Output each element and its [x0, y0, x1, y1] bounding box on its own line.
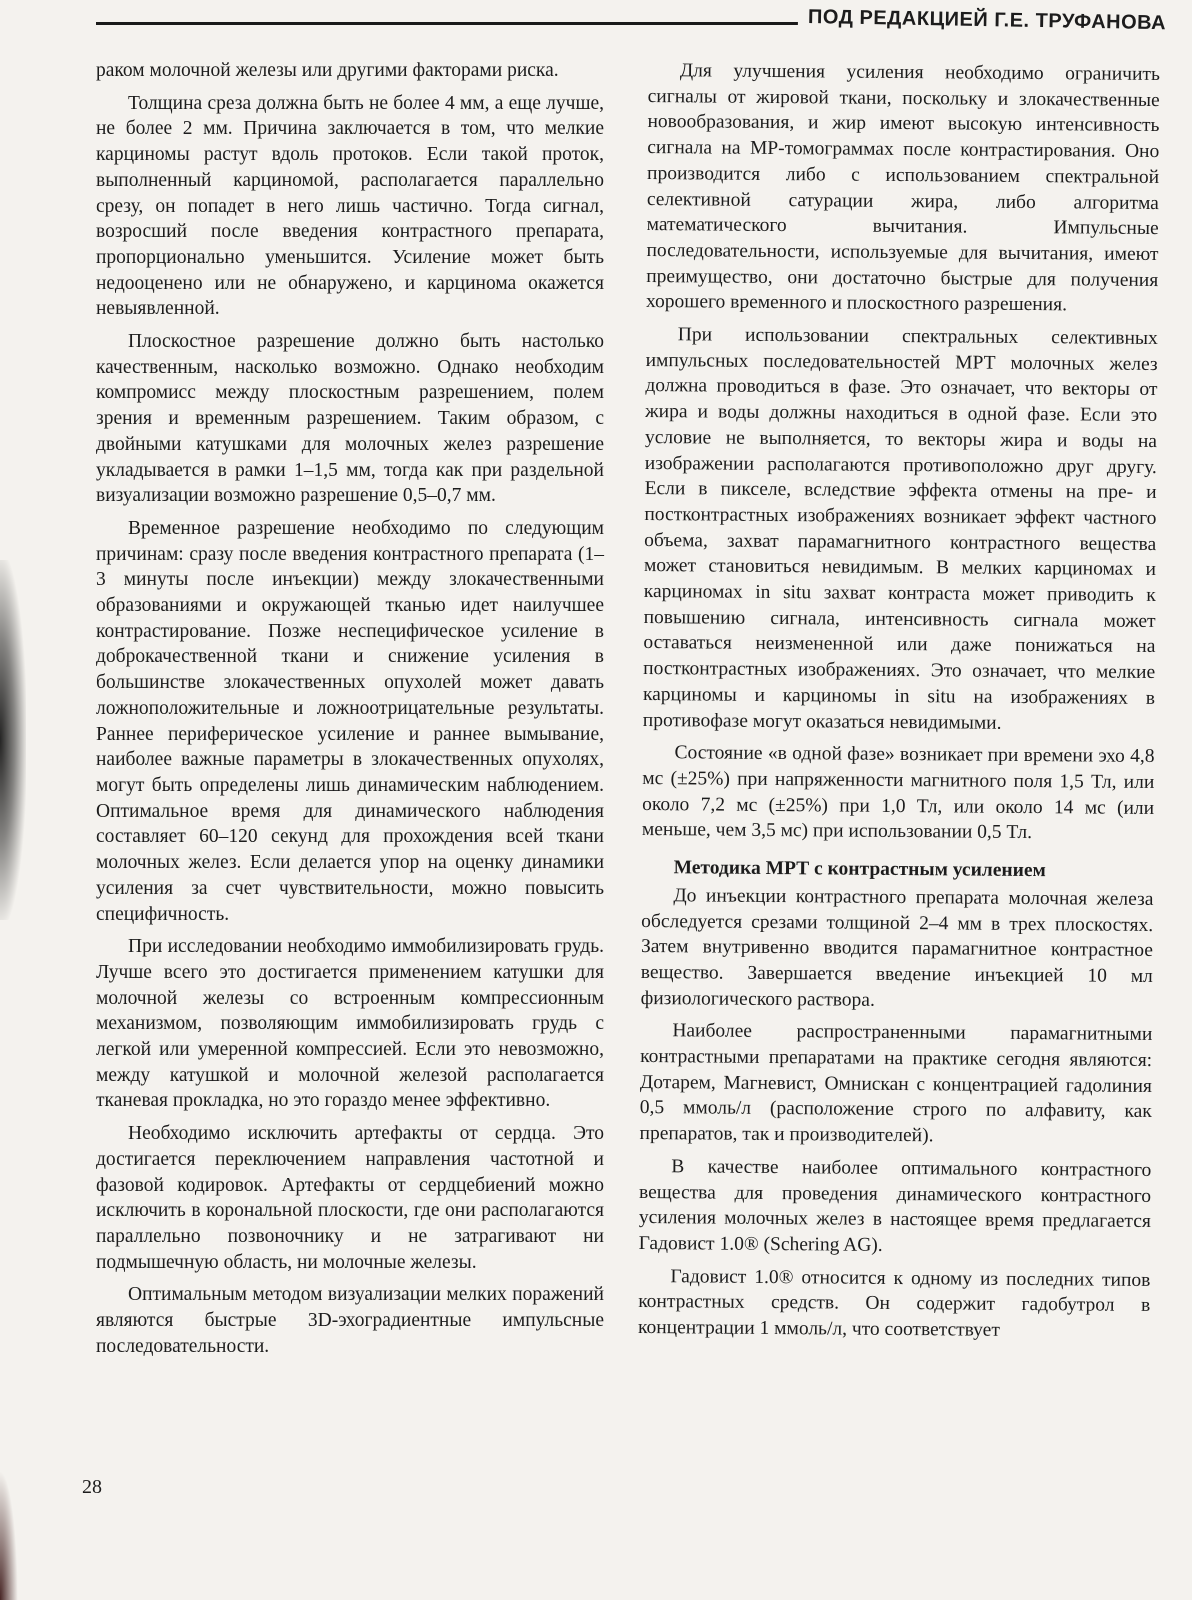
left-column — [96, 58, 604, 1366]
paragraph: Оптимальным методом визуализации мелких поражений являются быстрые 3D-эхоградиентные импульсные последовательности. — [96, 1284, 604, 1357]
paragraph: До инъекции контрастного препарата молочная железа обследуется срезами толщиной 2–4 мм в трех плоскостях. Затем внутривенно вводится парамагнитное контрастное вещество. Завершается введение инъекцией 10 мл физиологического раствора. — [640, 885, 1154, 1011]
binding-shadow — [0, 560, 26, 920]
paragraph: Толщина среза должна быть не более 4 мм, а еще лучше, не более 2 мм. Причина заключается в том, что мелкие карциномы растут вдоль протоков. Если такой проток, выполненный карциномой, располагается параллельно срезу, он попадет в него лишь частично. Тогда сигнал, возросший после введения контрастного препарата, пропорционально уменьшится. Усиление может быть недооценено или не обнаружено, и карцинома окажется невыявленной. — [96, 92, 604, 320]
paragraph: В качестве наиболее оптимального контрастного вещества для проведения динамического контрастного усиления молочных желез в настоящее время предлагается Гадовист 1.0® (Schering AG). — [638, 1156, 1152, 1256]
running-head: ПОД РЕДАКЦИЕЙ Г.Е. ТРУФАНОВА — [798, 3, 1166, 37]
paragraph: Гадовист 1.0® относится к одному из последних типов контрастных средств. Он содержит гадобутрол в концентрации 1 ммоль/л, что соответствует — [637, 1265, 1151, 1341]
right-column — [638, 58, 1160, 1352]
binding-shadow-bottom — [0, 1470, 18, 1600]
paragraph: Временное разрешение необходимо по следующим причинам: сразу после введения контрастного препарата (1–3 минуты после инъекции) между злокачественными образованиями и окружающей тканью идет наилучшее контрастирование. Позже неспецифическое усиление в доброкачественной ткани и снижение усиления в большинстве злокачественных опухолей может давать ложноположительные и ложноотрицательные результаты. Раннее периферическое усиление и раннее вымывание, наиболее важные параметры в злокачественных опухолях, могут быть определены лишь динамическим наблюдением. Оптимальное время для динамического наблюдения составляет 60–120 секунд для прохождения всей ткани молочных желез. Если делается упор на оценку динамики усиления за счет чувствительности, можно повысить специфичность. — [96, 517, 604, 925]
paragraph: При исследовании необходимо иммобилизировать грудь. Лучше всего это достигается применением катушки для молочной железы со встроенным компрессионным механизмом, позволяющим иммобилизировать грудь с легкой или умеренной компрессией. Если это невозможно, между катушкой и молочной железой располагается тканевая прокладка, но это гораздо менее эффективно. — [96, 936, 604, 1112]
paragraph: Наиболее распространенными парамагнитными контрастными препаратами на практике сегодня являются: Дотарем, Магневист, Омнискан с концентрацией гадолиния 0,5 ммоль/л (расположение строго по алфавиту, как препаратов, так и производителей). — [639, 1020, 1153, 1147]
paragraph: При использовании спектральных селективных импульсных последовательностей МРТ молочных желез должна проводиться в фазе. Это означает, что векторы от жира и воды должны находиться в одной фазе. Если это условие не выполняется, то векторы жира и воды на изображении располагаются противоположно друг другу. Если в пикселе, вследствие эффекта отмены на пре- и постконтрастных изображениях возникает эффект частного объема, захват парамагнитного контрастного вещества может становиться невидимым. В мелких карциномах и карциномах in situ захват контраста может приводить к повышению сигнала, интенсивность сигнала может оставаться неизмененной или даже понижаться на постконтрастных изображениях. Это означает, что мелкие карциномы и карциномы in situ на изображениях в противофазе могут оказаться невидимыми. — [642, 324, 1158, 734]
paragraph: Необходимо исключить артефакты от сердца. Это достигается переключением направления частотной и фазовой кодировок. Артефакты от сердцебиений можно исключить в корональной плоскости, где они располагаются параллельно позвоночнику и не затрагивают ни подмышечную область, ни молочные железы. — [96, 1123, 604, 1273]
paragraph: Состояние «в одной фазе» возникает при времени эхо 4,8 мс (±25%) при напряженности магнитного поля 1,5 Тл, или около 7,2 мс (±25%) при 1,0 Тл, или около 14 мс (или меньше, чем 3,5 мс) при использовании 0,5 Тл. — [641, 742, 1155, 844]
paragraph: Плоскостное разрешение должно быть настолько качественным, насколько возможно. Однако необходим компромисс между плоскостным разрешением, полем зрения и временным разрешением. Таким образом, с двойными катушками для молочных желез разрешение укладывается в рамки 1–1,5 мм, тогда как при раздельной визуализации возможно разрешение 0,5–0,7 мм. — [96, 331, 604, 507]
paragraph: раком молочной железы или другими факторами риска. — [96, 60, 559, 81]
page-number: 28 — [82, 1476, 102, 1498]
paragraph: Для улучшения усиления необходимо ограничить сигналы от жировой ткани, поскольку и злокачественные новообразования, и жир имеют высокую интенсивность сигнала на МР-томограммах после контрастирования. Оно производится либо с использованием спектральной селективной сатурации жира, либо алгоритма математического вычитания. Импульсные последовательности, используемые для вычитания, имеют преимущество, они достаточно быстрые для получения хорошего временного и плоскостного разрешения. — [646, 60, 1160, 316]
section-heading: Методика МРТ с контрастным усилением — [673, 857, 1046, 882]
